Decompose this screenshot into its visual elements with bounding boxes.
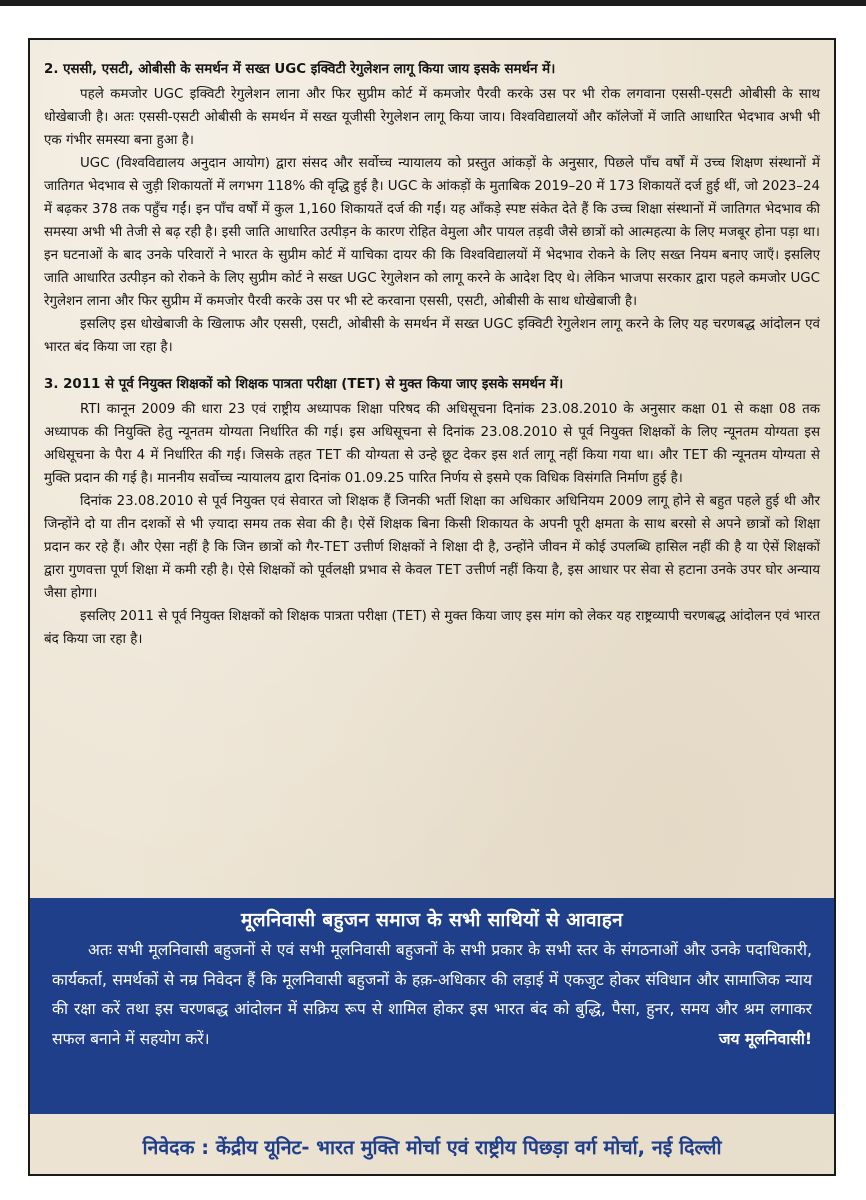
- appeal-body: [30, 934, 834, 1054]
- section2-heading: 2. एससी, एसटी, ओबीसी के समर्थन में सख्त UGC इक्विटी रेगुलेशन लागू किया जाय इसके समर्थन में।: [44, 62, 556, 77]
- section3-paragraph-1: RTI कानून 2009 की धारा 23 एवं राष्ट्रीय अध्यापक शिक्षा परिषद की अधिसूचना दिनांक 23.08.2010 के अनुसार कक्षा 01 से कक्षा 08 तक अध्यापक की नियुक्ति हेतु न्यूनतम योग्यता निर्धारित की गई। इस अधिसूचना से दिनांक 23.08.2010 से पूर्व नियुक्त शिक्षकों के लिए न्यूनतम योग्यता इस अधिसूचना के पैरा 4 में निर्धारित की गई। जिसके तहत TET की योग्यता से उन्हे छूट देकर इस शर्त लागू नहीं किया गया था। और TET की न्यूनतम योग्यता से मुक्ति प्रदान की गई है। माननीय सर्वोच्च न्यायालय द्वारा दिनांक 01.09.25 पारित निर्णय से इसमे एक विधिक विसंगति निर्माण हुई है।: [44, 402, 820, 486]
- appeal-text: अतः सभी मूलनिवासी बहुजनों से एवं सभी मूलनिवासी बहुजनों के सभी प्रकार के सभी स्तर के संगठनाओं और उनके पदाधिकारी, कार्यकर्ता, समर्थकों से नम्र निवेदन हैं कि मूलनिवासी बहुजनों के हक़-अधिकार की लड़ाई में एकजुट होकर संविधान और सामाजिक न्याय की रक्षा करें तथा इस चरणबद्ध आंदोलन में सक्रिय रूप से शामिल होकर इस भारत बंद को बुद्धि, पैसा, हुनर, समय और श्रम लगाकर सफल बनाने में सहयोग करें।: [52, 941, 812, 1048]
- section2-paragraph-3: इसलिए इस धोखेबाजी के खिलाफ और एससी, एसटी, ओबीसी के समर्थन में सख्त UGC इक्विटी रेगुलेशन लागू करने के लिए यह चरणबद्ध आंदोलन एवं भारत बंद किया जा रहा है।: [44, 317, 820, 355]
- section3-paragraph-2: दिनांक 23.08.2010 से पूर्व नियुक्त एवं सेवारत जो शिक्षक हैं जिनकी भर्ती शिक्षा का अधिकार अधिनियम 2009 लागू होने से बहुत पहले हुई थी और जिन्होंने दो या तीन दशकों से भी ज़्यादा समय तक सेवा की है। ऐसें शिक्षक बिना किसी शिकायत के अपनी पूरी क्षमता के साथ बरसो से अपने छात्रों को शिक्षा प्रदान कर रहे हैं। और ऐसा नहीं है कि जिन छात्रों को गैर-TET उत्तीर्ण शिक्षकों ने शिक्षा दी है, उन्होंने जीवन में कोई उपलब्धि हासिल नहीं की है या ऐसें शिक्षकों द्वारा गुणवत्ता पूर्ण शिक्षा में कमी रही है। ऐसे शिक्षकों को पूर्वलक्षी प्रभाव से केवल TET उत्तीर्ण नहीं किया है, इस आधार पर सेवा से हटाना उनके उपर घोर अन्याय जैसा होगा।: [44, 494, 820, 601]
- appeal-title: मूलनिवासी बहुजन समाज के सभी साथियों से आवाहन: [241, 909, 623, 931]
- section3-paragraph-3: इसलिए 2011 से पूर्व नियुक्त शिक्षकों को शिक्षक पात्रता परीक्षा (TET) से मुक्त किया जाए इस मांग को लेकर यह राष्ट्रव्यापी चरणबद्ध आंदोलन एवं भारत बंद किया जा रहा है।: [44, 609, 820, 647]
- section3-heading: 3. 2011 से पूर्व नियुक्त शिक्षकों को शिक्षक पात्रता परीक्षा (TET) से मुक्त किया जाए इसके समर्थन में।: [44, 377, 564, 392]
- document-frame: [28, 38, 836, 1176]
- document-content: [44, 58, 820, 651]
- section-gap: [44, 359, 820, 373]
- appeal-sign: जय मूलनिवासी!: [718, 1029, 812, 1048]
- footer-signature: निवेदक : केंद्रीय यूनिट- भारत मुक्ति मोर्चा एवं राष्ट्रीय पिछड़ा वर्ग मोर्चा, नई दिल्ली: [142, 1135, 722, 1159]
- section2-paragraph-2: UGC (विश्वविद्यालय अनुदान आयोग) द्वारा संसद और सर्वोच्च न्यायालय को प्रस्तुत आंकड़ों के अनुसार, पिछले पाँच वर्षों में उच्च शिक्षण संस्थानों में जातिगत भेदभाव से जुड़ी शिकायतों में लगभग 118% की वृद्धि हुई है। UGC के आंकड़ों के मुताबिक 2019–20 में 173 शिकायतें दर्ज हुई थीं, जो 2023–24 में बढ़कर 378 तक पहुँच गईं। इन पाँच वर्षों में कुल 1,160 शिकायतें दर्ज की गईं। यह आँकड़े स्पष्ट संकेत देते हैं कि उच्च शिक्षा संस्थानों में जातिगत भेदभाव की समस्या अभी भी तेजी से बढ़ रही है। इसी जाति आधारित उत्पीड़न के कारण रोहित वेमुला और पायल तड़वी जैसे छात्रों को आत्महत्या के लिए मजबूर होना पड़ा था। इन घटनाओं के बाद उनके परिवारों ने भारत के सुप्रीम कोर्ट में याचिका दायर की कि विश्वविद्यालयों में भेदभाव रोकने के लिए सख्त नियम बनाए जाएँ। इसलिए जाति आधारित उत्पीड़न को रोकने के लिए सुप्रीम कोर्ट ने सख्त UGC रेगुलेशन को लागू करने के आदेश दिए थे। लेकिन भाजपा सरकार द्वारा पहले कमजोर UGC रेगुलेशन लाना और फिर सुप्रीम में कमजोर पैरवी करके उस पर भी स्टे करवाना एससी, एसटी, ओबीसी के साथ धोखेबाजी है।: [44, 156, 820, 309]
- top-border: [0, 0, 866, 6]
- section2-paragraph-1: पहले कमजोर UGC इक्विटी रेगुलेशन लाना और फिर सुप्रीम कोर्ट में कमजोर पैरवी करके उस पर भी रोक लगवाना एससी-एसटी ओबीसी के साथ धोखेबाजी है। अतः एससी-एसटी ओबीसी के समर्थन में सख्त यूजीसी रेगुलेशन लागू किया जाय। विश्वविद्यालयों और कॉलेजों में जाति आधारित भेदभाव अभी भी एक गंभीर समस्या बना हुआ है।: [44, 87, 820, 148]
- appeal-box: [30, 898, 834, 1114]
